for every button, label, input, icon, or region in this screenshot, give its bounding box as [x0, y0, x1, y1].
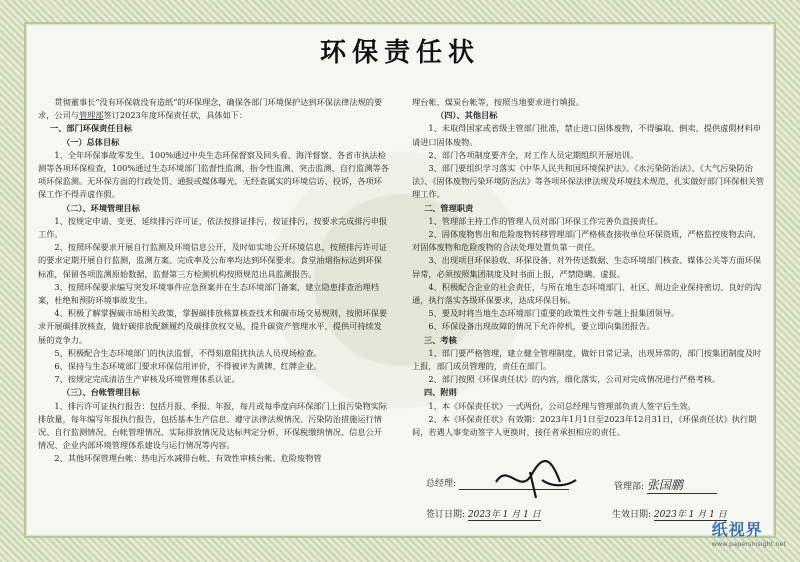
mgr-signature-block — [614, 476, 717, 494]
subsection-heading: （三）、台帐管理目标 — [62, 387, 140, 398]
paragraph: 5、积极配合生态环境部门的执法监督，不得刻意阻扰执法人员现场检查。 — [54, 347, 322, 358]
paragraph: 4、积极了解掌握碳市场相关政策，掌握碳排放核算核查技术和碳市场交易规则，按照环保要求开展碳排放核查，做好碳排放配额履约及碳排放权交易，提升碳资产管理水平，提供可持续发展的竞争力。 — [38, 308, 388, 345]
paragraph: 7、按规定完成清洁生产审核及环境管理体系认证。 — [54, 374, 240, 385]
paragraph: 2、按照环保要求开展自行监测及环境信息公开，及时如实地公开环境信息，按照排污许可证的要求定期开展自行监测，监测方案、完成率及公布率均达到环保要求。食堂油烟指标达到环保标准，保留各项监测原始数据，监督第三方检测机构按照规范出具监测报告。 — [38, 242, 388, 279]
paragraph: 1、按规定申请、变更、延续排污许可证，依法按排证排污，按证排污，按要求完成排污申报工作。 — [38, 215, 388, 240]
paragraph: 2、其他环保管理台帐：热电污水减排台帐、有效性审核台帐、危险废物管 — [54, 453, 322, 464]
gm-label: 总经理: — [426, 479, 457, 489]
left-column — [38, 96, 390, 466]
paragraph: 1、本《环保责任状》一式两份，公司总经理与管理部负责人签字后生效。 — [428, 400, 696, 411]
subsection-heading: （一）总体目标 — [62, 136, 120, 147]
paragraph: 1、全年环保事故零发生。100%通过中央生态环保督察及回头看、海洋督察、各省市执法检测等各项环保检查，100%通过生态环境部门监督性监测、指令性监测、突击监测、自行监测等各项环保监测。无环保方面的行政处罚、通报或媒体曝光，无经查属实的环境信访、投诉，各项环保工作不得弄虚作假。 — [38, 149, 389, 200]
section-heading: 一、部门环保责任目标 — [50, 123, 132, 134]
department-name: 管理部 — [78, 110, 104, 121]
paragraph: 6、环保设备出现故障的情况下允许停机，要立即向集团报告。 — [428, 321, 655, 332]
paragraph: 3、部门要组织学习落实《中华人民共和国环境保护法》、《水污染防治法》、《大气污染防治法》、《固体废物污染环境防治法》等各项环保法律法规及环境技术规范，扎实做好部门环保相关管理工作。 — [412, 163, 765, 200]
intro-paragraph: 贯彻董事长“没有环保就没有造纸”的环保理念，确保各部门环境保护达到环保法律法规的要求，公司与管理部签订2023年度环保责任状，具体如下： — [38, 97, 383, 121]
effective-date-label: 生效日期: — [612, 510, 652, 520]
subsection-heading: （二）、环境管理目标 — [62, 202, 140, 213]
paragraph: 3、出现项目环保验收、环保设备、对外传送数据、生态环境部门核查、媒体公关等方面环保异常，必须按照集团制度及时书面上报，严禁隐瞒、虚报。 — [412, 255, 762, 279]
watermark-logo — [712, 517, 786, 548]
right-column — [412, 96, 767, 439]
paragraph: 1、排污许可证执行报告：包括月报、季报、年报，每月或每季度向环保部门上报污染物实际排放量，每年编写年报执行报告，包括基本生产信息、遵守法律法规情况、污染防治措施运行情况、自行监测情况、台帐管理情况、实际排放情况及达标判定分析、环保税缴纳情况、信息公开情况、企业内部环境管理体系建设与运行情况等内容。 — [38, 400, 388, 451]
paragraph: 理台帐、煤炭台帐等，按照当地要求进行填报。 — [412, 97, 584, 107]
paragraph: 2、固体废物售出和危险废物转移管理部门严格核查接收单位环保资质，严格监控废物去向，对固体废物和危险废物的合法处理处置负第一责任。 — [412, 229, 762, 253]
logo-url: www.papersinsight.net — [711, 540, 786, 548]
paragraph: 1、部门要严格管理，建立健全管理制度，做好日常记录，出现异常的，部门按集团制度及时上报，部门成员管理的，责任在部门。 — [412, 347, 762, 372]
section-heading: 三、考核 — [424, 334, 457, 345]
logo-brand: 纸视界 — [711, 520, 763, 539]
paragraph: 2、部门按照《环保责任状》的内容，细化落实，公司对完成情况进行严格考核。 — [428, 374, 721, 385]
paragraph: 6、保持与生态环境部门要求环保信用评价，不得被评为黄牌、红牌企业。 — [54, 361, 322, 372]
signing-date-label: 签订日期: — [426, 510, 466, 520]
paragraph: 4、积极配合企业的社会责任，与所在地生态环境部门、社区、周边企业保持密切、良好的沟通，执行落实各级环保要求，达成环保目标。 — [412, 281, 762, 306]
paragraph: 2、本《环保责任状》有效期：2023年1月1日至2023年12月31日，《环保责任状》执行期间，若遇人事变动签字人更换时，接任者承担相应的责任。 — [412, 413, 757, 438]
mgr-label: 管理部: — [614, 482, 645, 492]
paragraph: 2、部门各项制度要齐全，对工作人员定期组织开展培训。 — [428, 149, 639, 160]
effective-date — [612, 507, 727, 521]
paragraph: 1、未取得国家或省级主管部门批准，禁止进口固体废物，不得骗取、倒卖、提供虚假材料申请进口固体废物。 — [412, 123, 762, 147]
effective-date-value: 2023年 1 月 1 日 — [654, 507, 727, 521]
signing-date-value: 2023年 1 月 1 日 — [468, 507, 541, 521]
signing-date — [426, 507, 541, 521]
paragraph: 3、按照环保要求编写突发环境事件应急预案并在生态环境部门备案，建立隐患排查治理档案，杜绝和预防环境事故发生。 — [38, 281, 379, 306]
subsection-heading: （四）、其他目标 — [436, 110, 498, 121]
paragraph: 5、要及时将当地生态环境部门重要的政策性文件专题上报集团领导。 — [428, 308, 680, 319]
gm-signature — [490, 452, 580, 502]
paragraph: 1、管理部主持工作的管理人员对部门环保工作完善负直接责任。 — [428, 215, 663, 226]
mgr-signature: 张国鹏 — [647, 476, 717, 494]
document-title: 环保责任状 — [319, 38, 480, 68]
section-heading: 四、附则 — [424, 387, 457, 398]
section-heading: 二、管理职责 — [424, 202, 474, 213]
